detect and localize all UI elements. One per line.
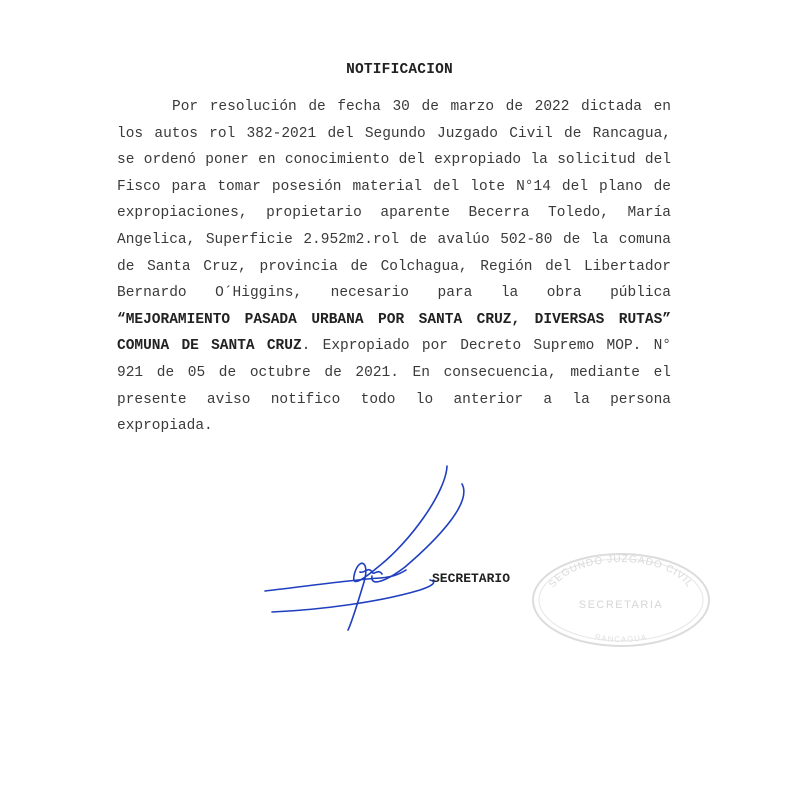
- notification-paragraph: [117, 94, 671, 440]
- paragraph-text-end: . Expropiado por Decreto Supremo MOP. N° 921 de 05 de octubre de 2021. En consecuencia, mediante el presente aviso notifico todo lo anterior a la persona expropiada.: [117, 338, 671, 435]
- paragraph-text-start: Por resolución de fecha 30 de marzo de 2022 dictada en los autos rol 382-2021 del Segundo Juzgado Civil de Rancagua, se ordenó poner en conocimiento del expropiado la solicitud del Fisco para tomar posesión material del lote N°14 del plano de expropiaciones, propietario aparente Becerra Toledo, María Angelica, Superficie 2.952m2.rol de avalúo 502-80 de la comuna de Santa Cruz, provincia de Colchagua, Región del Libertador Bernardo O´Higgins, necesario para la obra pública: [117, 99, 671, 302]
- document-title: NOTIFICACION: [346, 62, 453, 78]
- stamp-middle-text: SECRETARIA: [578, 599, 664, 611]
- signatory-title: SECRETARIO: [432, 571, 511, 586]
- stamp-bottom-text: RANCAGUA: [594, 632, 648, 645]
- project-name: “MEJORAMIENTO PASADA URBANA POR SANTA CRUZ, DIVERSAS RUTAS” COMUNA DE SANTA CRUZ: [117, 311, 671, 355]
- svg-text:RANCAGUA: [594, 633, 648, 645]
- handwritten-signature: [260, 462, 480, 634]
- court-stamp: [528, 548, 714, 648]
- stamp-top-text: SEGUNDO JUZGADO CIVIL: [547, 553, 695, 590]
- svg-text:SEGUNDO JUZGADO CIVIL: [547, 554, 695, 590]
